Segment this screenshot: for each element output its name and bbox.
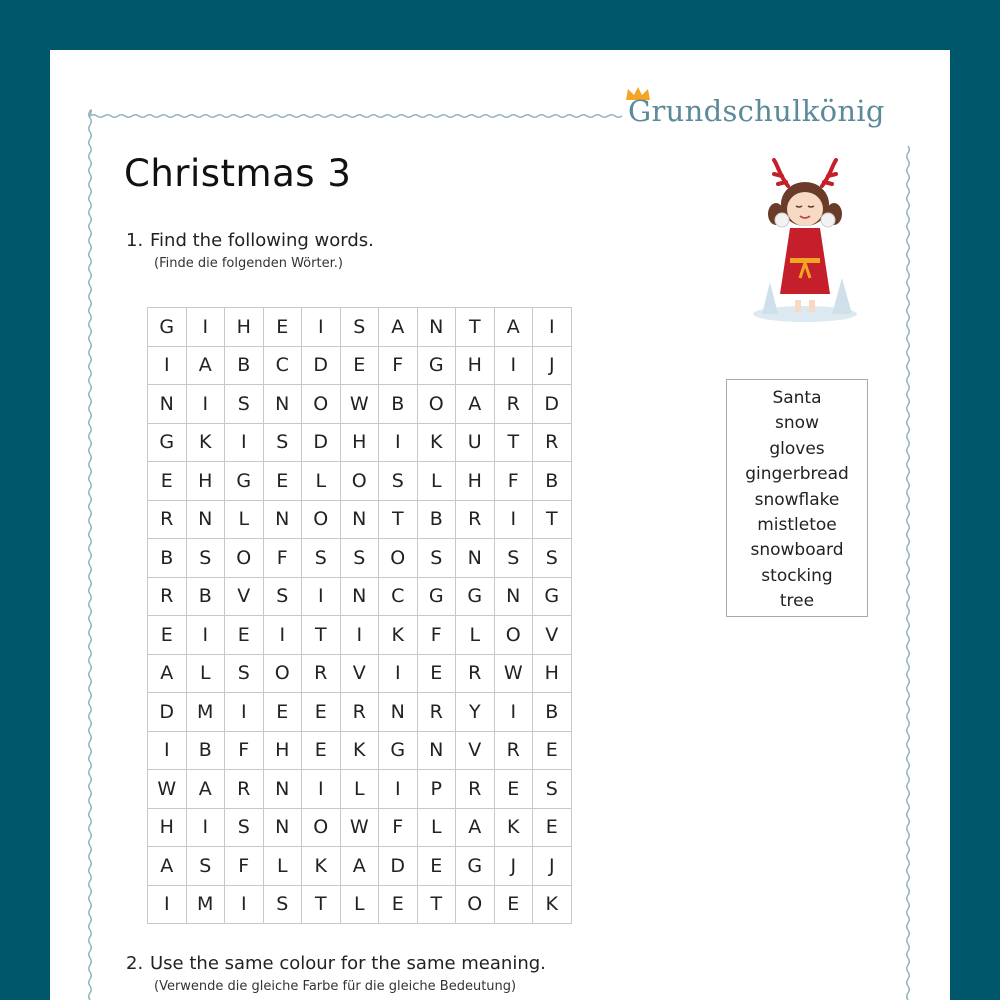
grid-row xyxy=(148,577,572,616)
word-search-grid[interactable] xyxy=(147,307,572,924)
worksheet-page xyxy=(50,50,950,1000)
grid-cell[interactable]: D xyxy=(533,385,572,424)
grid-cell[interactable]: I xyxy=(494,500,533,539)
task-1 xyxy=(126,230,374,251)
grid-cell[interactable]: T xyxy=(456,308,495,347)
grid-cell[interactable]: L xyxy=(417,462,456,501)
grid-cell[interactable]: F xyxy=(379,808,418,847)
grid-cell[interactable]: H xyxy=(533,654,572,693)
grid-cell[interactable]: T xyxy=(302,885,341,924)
grid-cell[interactable]: S xyxy=(186,539,225,578)
grid-cell[interactable]: E xyxy=(533,808,572,847)
grid-cell[interactable]: A xyxy=(456,385,495,424)
grid-row xyxy=(148,808,572,847)
grid-cell[interactable]: S xyxy=(225,654,264,693)
grid-cell[interactable]: O xyxy=(263,654,302,693)
grid-row xyxy=(148,616,572,655)
grid-cell[interactable]: A xyxy=(148,847,187,886)
grid-row xyxy=(148,770,572,809)
grid-cell[interactable]: H xyxy=(456,462,495,501)
grid-cell[interactable]: T xyxy=(533,500,572,539)
grid-cell[interactable]: O xyxy=(456,885,495,924)
girl-with-reindeer-antlers-icon xyxy=(750,154,860,324)
grid-cell[interactable]: W xyxy=(494,654,533,693)
grid-cell[interactable]: F xyxy=(225,731,264,770)
grid-cell[interactable]: H xyxy=(263,731,302,770)
grid-cell[interactable]: B xyxy=(186,731,225,770)
grid-cell[interactable]: S xyxy=(302,539,341,578)
grid-cell[interactable]: G xyxy=(379,731,418,770)
task-2-number: 2. xyxy=(126,953,144,974)
grid-cell[interactable]: E xyxy=(148,462,187,501)
grid-cell[interactable]: R xyxy=(302,654,341,693)
grid-cell[interactable]: R xyxy=(148,577,187,616)
grid-cell[interactable]: M xyxy=(186,693,225,732)
grid-cell[interactable]: R xyxy=(494,731,533,770)
grid-cell[interactable]: L xyxy=(417,808,456,847)
grid-cell[interactable]: G xyxy=(148,423,187,462)
grid-cell[interactable]: E xyxy=(340,346,379,385)
grid-cell[interactable]: H xyxy=(225,308,264,347)
grid-row xyxy=(148,731,572,770)
grid-cell[interactable]: L xyxy=(263,847,302,886)
word-list-item: snowboard xyxy=(750,540,844,561)
grid-cell[interactable]: I xyxy=(225,693,264,732)
brand-logo-text: Grundschulkönig xyxy=(628,94,885,128)
grid-cell[interactable]: N xyxy=(494,577,533,616)
grid-cell[interactable]: F xyxy=(417,616,456,655)
grid-cell[interactable]: K xyxy=(186,423,225,462)
word-list-item: gingerbread xyxy=(745,464,849,485)
grid-cell[interactable]: C xyxy=(263,346,302,385)
word-list-item: stocking xyxy=(761,565,833,586)
grid-cell[interactable]: I xyxy=(186,616,225,655)
word-list-box xyxy=(726,379,868,617)
grid-cell[interactable]: A xyxy=(186,346,225,385)
grid-cell[interactable]: R xyxy=(225,770,264,809)
grid-cell[interactable]: M xyxy=(186,885,225,924)
grid-cell[interactable]: A xyxy=(494,308,533,347)
grid-cell[interactable]: G xyxy=(417,577,456,616)
word-list-item: tree xyxy=(779,591,815,612)
grid-cell[interactable]: F xyxy=(494,462,533,501)
grid-cell[interactable]: L xyxy=(456,616,495,655)
grid-row xyxy=(148,346,572,385)
grid-cell[interactable]: L xyxy=(225,500,264,539)
grid-cell[interactable]: C xyxy=(379,577,418,616)
grid-cell[interactable]: B xyxy=(533,462,572,501)
grid-cell[interactable]: R xyxy=(456,500,495,539)
grid-cell[interactable]: I xyxy=(302,308,341,347)
grid-cell[interactable]: I xyxy=(494,346,533,385)
grid-cell[interactable]: N xyxy=(417,731,456,770)
grid-cell[interactable]: L xyxy=(186,654,225,693)
word-list-item: Santa xyxy=(772,388,822,408)
grid-cell[interactable]: E xyxy=(148,616,187,655)
grid-cell[interactable]: H xyxy=(340,423,379,462)
grid-cell[interactable]: B xyxy=(148,539,187,578)
grid-cell[interactable]: N xyxy=(417,308,456,347)
grid-cell[interactable]: T xyxy=(494,423,533,462)
grid-cell[interactable]: T xyxy=(417,885,456,924)
grid-cell[interactable]: I xyxy=(225,885,264,924)
grid-cell[interactable]: E xyxy=(263,693,302,732)
grid-cell[interactable]: S xyxy=(533,770,572,809)
word-list-item: snow xyxy=(775,413,819,434)
grid-cell[interactable]: K xyxy=(494,808,533,847)
grid-cell[interactable]: W xyxy=(148,770,187,809)
grid-cell[interactable]: I xyxy=(302,577,341,616)
grid-cell[interactable]: I xyxy=(302,770,341,809)
grid-cell[interactable]: K xyxy=(302,847,341,886)
task-1-translation: (Finde die folgenden Wörter.) xyxy=(154,256,343,271)
grid-cell[interactable]: O xyxy=(494,616,533,655)
grid-cell[interactable]: W xyxy=(340,385,379,424)
grid-cell[interactable]: F xyxy=(263,539,302,578)
grid-row xyxy=(148,462,572,501)
word-list-item: mistletoe xyxy=(757,515,837,536)
grid-cell[interactable]: N xyxy=(340,577,379,616)
grid-cell[interactable]: E xyxy=(302,693,341,732)
grid-cell[interactable]: S xyxy=(225,808,264,847)
grid-cell[interactable]: E xyxy=(494,885,533,924)
grid-cell[interactable]: I xyxy=(340,616,379,655)
grid-cell[interactable]: B xyxy=(417,500,456,539)
grid-cell[interactable]: E xyxy=(379,885,418,924)
grid-cell[interactable]: O xyxy=(340,462,379,501)
grid-row xyxy=(148,308,572,347)
grid-cell[interactable]: B xyxy=(379,385,418,424)
grid-cell[interactable]: E xyxy=(494,770,533,809)
grid-cell[interactable]: J xyxy=(533,346,572,385)
grid-cell[interactable]: N xyxy=(379,693,418,732)
grid-cell[interactable]: N xyxy=(186,500,225,539)
grid-cell[interactable]: S xyxy=(263,885,302,924)
grid-cell[interactable]: N xyxy=(263,808,302,847)
grid-cell[interactable]: O xyxy=(379,539,418,578)
grid-cell[interactable]: S xyxy=(263,577,302,616)
grid-cell[interactable]: N xyxy=(148,385,187,424)
task-1-number: 1. xyxy=(126,230,144,251)
grid-cell[interactable]: I xyxy=(148,885,187,924)
grid-cell[interactable]: S xyxy=(379,462,418,501)
grid-cell[interactable]: I xyxy=(379,423,418,462)
grid-cell[interactable]: U xyxy=(456,423,495,462)
grid-cell[interactable]: S xyxy=(417,539,456,578)
page-title: Christmas 3 xyxy=(124,152,352,195)
grid-cell[interactable]: L xyxy=(340,770,379,809)
grid-cell[interactable]: R xyxy=(456,654,495,693)
grid-cell[interactable]: G xyxy=(148,308,187,347)
grid-row xyxy=(148,423,572,462)
grid-cell[interactable]: R xyxy=(456,770,495,809)
grid-cell[interactable]: E xyxy=(417,654,456,693)
word-list-item: gloves xyxy=(769,438,825,459)
grid-cell[interactable]: E xyxy=(263,308,302,347)
grid-cell[interactable]: P xyxy=(417,770,456,809)
grid-cell[interactable]: I xyxy=(494,693,533,732)
grid-cell[interactable]: V xyxy=(533,616,572,655)
grid-row xyxy=(148,847,572,886)
grid-cell[interactable]: G xyxy=(225,462,264,501)
grid-cell[interactable]: D xyxy=(302,423,341,462)
grid-cell[interactable]: O xyxy=(225,539,264,578)
grid-cell[interactable]: D xyxy=(148,693,187,732)
grid-cell[interactable]: F xyxy=(379,346,418,385)
grid-cell[interactable]: I xyxy=(186,808,225,847)
grid-cell[interactable]: R xyxy=(340,693,379,732)
grid-cell[interactable]: K xyxy=(417,423,456,462)
grid-cell[interactable]: B xyxy=(186,577,225,616)
grid-cell[interactable]: I xyxy=(263,616,302,655)
grid-cell[interactable]: O xyxy=(302,385,341,424)
grid-cell[interactable]: A xyxy=(340,847,379,886)
grid-cell[interactable]: H xyxy=(148,808,187,847)
grid-cell[interactable]: R xyxy=(494,385,533,424)
grid-cell[interactable]: A xyxy=(148,654,187,693)
grid-cell[interactable]: I xyxy=(148,731,187,770)
grid-cell[interactable]: H xyxy=(186,462,225,501)
grid-row xyxy=(148,500,572,539)
task-2 xyxy=(126,953,546,974)
grid-cell[interactable]: O xyxy=(302,500,341,539)
grid-cell[interactable]: I xyxy=(225,423,264,462)
grid-cell[interactable]: I xyxy=(533,308,572,347)
grid-cell[interactable]: N xyxy=(263,500,302,539)
grid-cell[interactable]: G xyxy=(456,847,495,886)
grid-cell[interactable]: K xyxy=(533,885,572,924)
grid-cell[interactable]: V xyxy=(340,654,379,693)
grid-cell[interactable]: R xyxy=(148,500,187,539)
grid-cell[interactable]: G xyxy=(456,577,495,616)
grid-cell[interactable]: E xyxy=(302,731,341,770)
grid-cell[interactable]: Y xyxy=(456,693,495,732)
grid-row xyxy=(148,693,572,732)
grid-cell[interactable]: N xyxy=(340,500,379,539)
grid-cell[interactable]: E xyxy=(225,616,264,655)
task-2-text: Use the same colour for the same meaning. xyxy=(150,953,546,974)
grid-cell[interactable]: N xyxy=(263,770,302,809)
grid-cell[interactable]: A xyxy=(456,808,495,847)
grid-cell[interactable]: G xyxy=(533,577,572,616)
grid-cell[interactable]: B xyxy=(533,693,572,732)
grid-cell[interactable]: I xyxy=(148,346,187,385)
grid-cell[interactable]: S xyxy=(340,308,379,347)
grid-cell[interactable]: T xyxy=(379,500,418,539)
grid-cell[interactable]: F xyxy=(225,847,264,886)
grid-row xyxy=(148,385,572,424)
grid-cell[interactable]: I xyxy=(186,385,225,424)
grid-cell[interactable]: I xyxy=(186,308,225,347)
grid-cell[interactable]: W xyxy=(340,808,379,847)
task-2-translation: (Verwende die gleiche Farbe für die gleiche Bedeutung) xyxy=(154,979,517,994)
grid-row xyxy=(148,654,572,693)
grid-cell[interactable]: S xyxy=(225,385,264,424)
grid-cell[interactable]: K xyxy=(379,616,418,655)
grid-cell[interactable]: K xyxy=(340,731,379,770)
grid-cell[interactable]: B xyxy=(225,346,264,385)
grid-cell[interactable]: S xyxy=(494,539,533,578)
grid-cell[interactable]: S xyxy=(340,539,379,578)
word-list-item: snowflake xyxy=(754,489,840,510)
grid-cell[interactable]: J xyxy=(494,847,533,886)
grid-cell[interactable]: O xyxy=(302,808,341,847)
grid-cell[interactable]: V xyxy=(225,577,264,616)
grid-cell[interactable]: J xyxy=(533,847,572,886)
grid-cell[interactable]: R xyxy=(533,423,572,462)
task-1-text: Find the following words. xyxy=(150,230,374,251)
grid-cell[interactable]: A xyxy=(186,770,225,809)
grid-cell[interactable]: L xyxy=(340,885,379,924)
grid-cell[interactable]: S xyxy=(533,539,572,578)
grid-cell[interactable]: N xyxy=(456,539,495,578)
grid-cell[interactable]: L xyxy=(302,462,341,501)
grid-cell[interactable]: S xyxy=(186,847,225,886)
grid-row xyxy=(148,539,572,578)
grid-cell[interactable]: I xyxy=(379,654,418,693)
grid-cell[interactable]: A xyxy=(379,308,418,347)
grid-cell[interactable]: G xyxy=(417,346,456,385)
grid-row xyxy=(148,885,572,924)
grid-cell[interactable]: R xyxy=(417,693,456,732)
grid-cell[interactable]: N xyxy=(263,385,302,424)
grid-cell[interactable]: S xyxy=(263,423,302,462)
grid-cell[interactable]: O xyxy=(417,385,456,424)
grid-cell[interactable]: E xyxy=(533,731,572,770)
grid-cell[interactable]: E xyxy=(417,847,456,886)
grid-cell[interactable]: H xyxy=(456,346,495,385)
grid-cell[interactable]: V xyxy=(456,731,495,770)
grid-cell[interactable]: I xyxy=(379,770,418,809)
grid-cell[interactable]: D xyxy=(379,847,418,886)
grid-cell[interactable]: E xyxy=(263,462,302,501)
grid-cell[interactable]: D xyxy=(302,346,341,385)
grid-cell[interactable]: T xyxy=(302,616,341,655)
